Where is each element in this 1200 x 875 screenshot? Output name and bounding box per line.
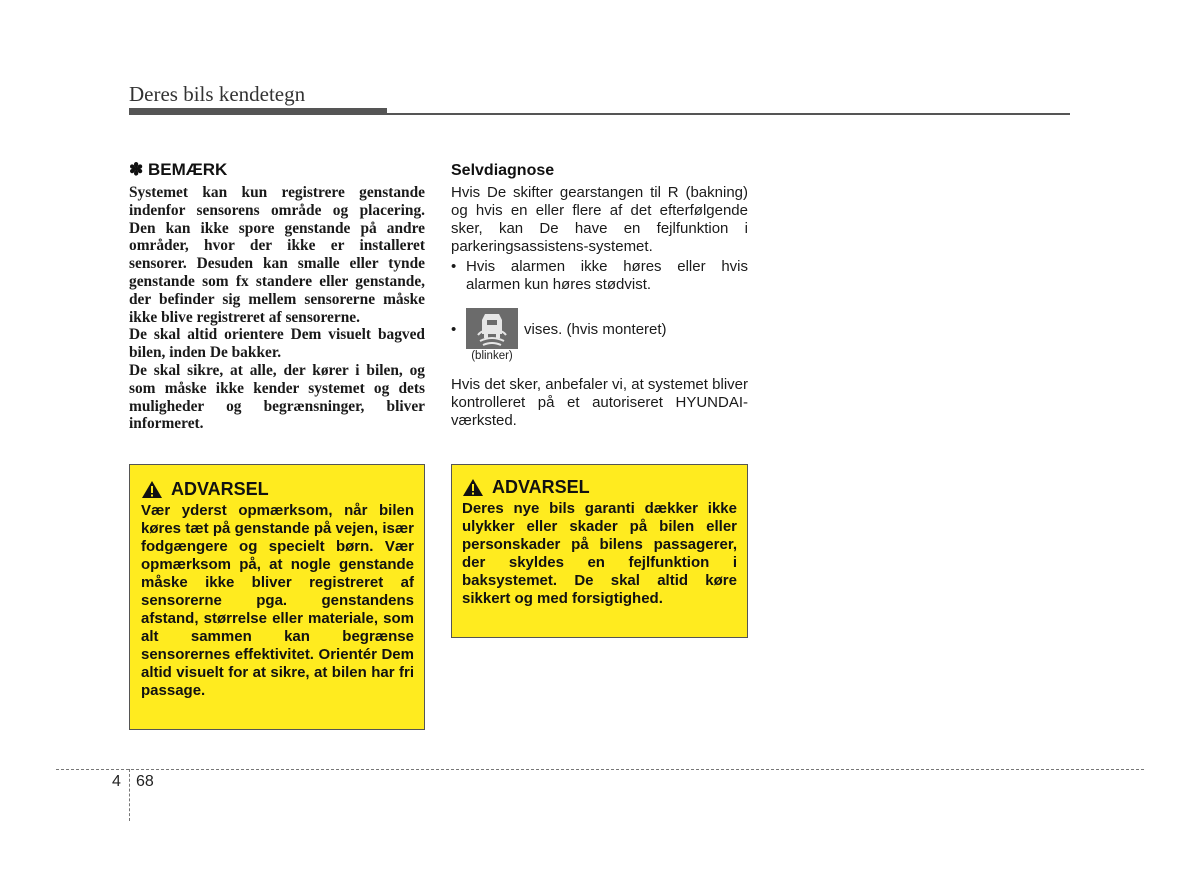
header-rule-thin — [129, 113, 1070, 115]
note-paragraph: De skal altid orientere Dem visuelt bagved bilen, inden De bakker. — [129, 326, 425, 362]
warning-title-text: ADVARSEL — [171, 479, 269, 499]
note-paragraph: Systemet kan kun registrere genstande indenfor sensorens område og placering. Den kan ikke spore genstande på andre områder, hvor der ikke er installeret sensorer. Desuden kan smalle eller tynde genstande som fx standere eller genstande, der befinder sig mellem sensorerne måske ikke blive registreret af sensorerne. — [129, 184, 425, 326]
icon-wrapper — [466, 308, 518, 362]
warning-triangle-icon — [462, 478, 484, 497]
footer-vertical-divider — [129, 769, 130, 821]
right-column — [451, 160, 748, 430]
icon-caption: (blinker) — [471, 350, 513, 362]
bullet-text: vises. (hvis monteret) — [524, 320, 667, 338]
list-item — [451, 258, 748, 294]
warning-title-text: ADVARSEL — [492, 477, 590, 497]
warning-title — [141, 479, 414, 500]
left-column — [129, 160, 425, 433]
self-diagnosis-closing: Hvis det sker, anbefaler vi, at systemet bliver kontrolleret på et autoriseret HYUNDAI-værksted. — [451, 376, 748, 429]
warning-title — [462, 477, 737, 498]
bullet-text: Hvis alarmen ikke høres eller hvis alarmen kun høres stødvist. — [466, 258, 748, 293]
self-diagnosis-intro: Hvis De skifter gearstangen til R (bakning) og hvis en eller flere af det efterfølgende sker, kan De have en fejlfunktion i parkeringsassistens-systemet. — [451, 184, 748, 255]
warning-box-left — [129, 464, 425, 730]
warning-triangle-icon — [141, 480, 163, 499]
note-paragraph: De skal sikre, at alle, der kører i bilen, og som måske ikke kender systemet og dets muligheder og begrænsninger, bliver informeret. — [129, 361, 425, 433]
parking-assist-warning-icon — [466, 308, 518, 349]
warning-box-right — [451, 464, 748, 638]
section-heading: Selvdiagnose — [451, 162, 555, 179]
note-heading: ✽ BEMÆRK — [129, 160, 228, 179]
warning-text: Deres nye bils garanti dækker ikke ulykker eller skader på bilen eller personskader på bilens passagerer, der skyldes en fejlfunktion i baksystemet. De skal altid køre sikkert og med forsigtighed. — [462, 500, 737, 607]
bullet-dot: • — [451, 320, 457, 338]
list-item — [451, 308, 748, 362]
page-number: 68 — [136, 773, 154, 790]
warning-text: Vær yderst opmærksom, når bilen køres tæt på genstande på vejen, især fodgængere og specielt børn. Vær opmærksom på, at nogle genstande måske ikke bliver registreret af sensorerne pga. genstandens afstand, størrelse eller materiale, som alt sammen kan begrænse sensorernes effektivitet. Orientér Dem altid visuelt for at sikre, at bilen har fri passage. — [141, 502, 414, 699]
chapter-number: 4 — [112, 773, 121, 790]
page-header-title: Deres bils kendetegn — [129, 82, 306, 106]
bullet-dot: • — [451, 258, 457, 275]
footer-divider — [56, 769, 1144, 770]
